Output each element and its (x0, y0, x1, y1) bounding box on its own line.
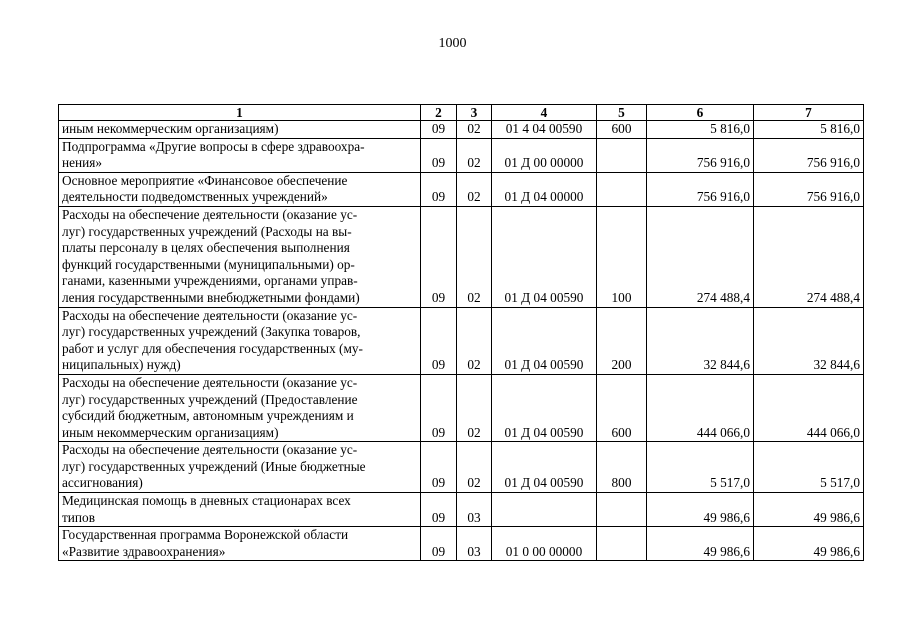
item-name-line: работ и услуг для обеспечения государственных (му- (62, 340, 363, 356)
amount-cell-6: 32 844,6 (647, 307, 754, 374)
target-article-cell: 01 Д 04 00590 (492, 442, 597, 493)
item-name-line: субсидий бюджетным, автономным учреждениям и (62, 408, 354, 424)
expense-type-cell (597, 172, 647, 206)
subsection-code-cell: 02 (457, 374, 492, 441)
section-code-cell: 09 (421, 121, 457, 139)
section-code-cell: 09 (421, 206, 457, 307)
item-name-line: иным некоммерческим организациям) (62, 424, 279, 440)
column-header: 6 (647, 105, 754, 121)
page-number: 1000 (438, 36, 467, 51)
expense-type-cell: 100 (597, 206, 647, 307)
item-name-line: Расходы на обеспечение деятельности (оказание ус- (62, 374, 358, 390)
item-name-cell (59, 172, 421, 206)
subsection-code-cell: 02 (457, 138, 492, 172)
column-header: 4 (492, 105, 597, 121)
item-name-line: иным некоммерческим организациям) (62, 121, 279, 136)
expense-type-cell: 200 (597, 307, 647, 374)
amount-cell-6: 5 517,0 (647, 442, 754, 493)
item-name-line: луг) государственных учреждений (Расходы на вы- (62, 223, 352, 239)
table-row (59, 121, 864, 139)
expense-type-cell (597, 138, 647, 172)
target-article-cell: 01 Д 04 00000 (492, 172, 597, 206)
section-code-cell: 09 (421, 374, 457, 441)
section-code-cell: 09 (421, 527, 457, 561)
item-name-cell (59, 527, 421, 561)
item-name-line: Расходы на обеспечение деятельности (оказание ус- (62, 307, 358, 323)
amount-cell-7: 32 844,6 (754, 307, 864, 374)
table-row (59, 138, 864, 172)
section-code-cell: 09 (421, 442, 457, 493)
subsection-code-cell: 03 (457, 527, 492, 561)
section-code-cell: 09 (421, 172, 457, 206)
subsection-code-cell: 03 (457, 493, 492, 527)
expense-type-cell: 600 (597, 121, 647, 139)
item-name-line: функций государственными (муниципальными) ор- (62, 256, 355, 272)
budget-table (58, 104, 864, 561)
table-row (59, 172, 864, 206)
item-name-line: луг) государственных учреждений (Иные бюджетные (62, 458, 366, 474)
target-article-cell: 01 Д 04 00590 (492, 206, 597, 307)
item-name-line: луг) государственных учреждений (Закупка товаров, (62, 324, 361, 340)
section-code-cell: 09 (421, 138, 457, 172)
column-header: 3 (457, 105, 492, 121)
section-code-cell: 09 (421, 493, 457, 527)
table-row (59, 206, 864, 307)
target-article-cell: 01 Д 04 00590 (492, 307, 597, 374)
item-name-line: Расходы на обеспечение деятельности (оказание ус- (62, 206, 358, 222)
amount-cell-7: 5 816,0 (754, 121, 864, 139)
amount-cell-7: 5 517,0 (754, 442, 864, 493)
amount-cell-6: 444 066,0 (647, 374, 754, 441)
table-row (59, 307, 864, 374)
column-header: 2 (421, 105, 457, 121)
item-name-line: ниципальных) нужд) (62, 357, 181, 373)
amount-cell-7: 49 986,6 (754, 527, 864, 561)
target-article-cell: 01 Д 00 00000 (492, 138, 597, 172)
item-name-cell (59, 493, 421, 527)
item-name-cell (59, 121, 421, 139)
item-name-cell (59, 206, 421, 307)
target-article-cell: 01 Д 04 00590 (492, 374, 597, 441)
item-name-line: нения» (62, 155, 103, 171)
subsection-code-cell: 02 (457, 172, 492, 206)
subsection-code-cell: 02 (457, 307, 492, 374)
expense-type-cell (597, 527, 647, 561)
target-article-cell: 01 4 04 00590 (492, 121, 597, 139)
item-name-line: ганами, казенными учреждениями, органами управ- (62, 273, 358, 289)
subsection-code-cell: 02 (457, 206, 492, 307)
item-name-cell (59, 307, 421, 374)
column-header: 1 (59, 105, 421, 121)
item-name-line: платы персоналу в целях обеспечения выполнения (62, 240, 350, 256)
amount-cell-6: 274 488,4 (647, 206, 754, 307)
item-name-line: луг) государственных учреждений (Предоставление (62, 391, 358, 407)
amount-cell-7: 756 916,0 (754, 172, 864, 206)
table-body (59, 121, 864, 561)
amount-cell-6: 5 816,0 (647, 121, 754, 139)
amount-cell-7: 756 916,0 (754, 138, 864, 172)
column-header: 7 (754, 105, 864, 121)
table-row (59, 527, 864, 561)
amount-cell-6: 49 986,6 (647, 527, 754, 561)
subsection-code-cell: 02 (457, 121, 492, 139)
table-row (59, 442, 864, 493)
amount-cell-6: 756 916,0 (647, 172, 754, 206)
amount-cell-7: 274 488,4 (754, 206, 864, 307)
table-row (59, 374, 864, 441)
item-name-line: Медицинская помощь в дневных стационарах всех (62, 493, 351, 509)
header-row (59, 105, 864, 121)
amount-cell-6: 756 916,0 (647, 138, 754, 172)
item-name-line: ления государственными внебюджетными фондами) (62, 289, 360, 305)
item-name-line: Основное мероприятие «Финансовое обеспечение (62, 172, 348, 188)
table-row (59, 493, 864, 527)
amount-cell-7: 49 986,6 (754, 493, 864, 527)
item-name-line: Государственная программа Воронежской области (62, 527, 349, 543)
amount-cell-6: 49 986,6 (647, 493, 754, 527)
item-name-line: типов (62, 509, 95, 525)
target-article-cell: 01 0 00 00000 (492, 527, 597, 561)
item-name-line: деятельности подведомственных учреждений» (62, 189, 328, 205)
item-name-cell (59, 442, 421, 493)
item-name-line: Расходы на обеспечение деятельности (оказание ус- (62, 442, 358, 458)
item-name-line: «Развитие здравоохранения» (62, 543, 226, 559)
target-article-cell (492, 493, 597, 527)
amount-cell-7: 444 066,0 (754, 374, 864, 441)
item-name-line: Подпрограмма «Другие вопросы в сфере здравоохра- (62, 138, 365, 154)
item-name-line: ассигнования) (62, 475, 143, 491)
subsection-code-cell: 02 (457, 442, 492, 493)
item-name-cell (59, 374, 421, 441)
expense-type-cell: 600 (597, 374, 647, 441)
item-name-cell (59, 138, 421, 172)
expense-type-cell: 800 (597, 442, 647, 493)
column-header: 5 (597, 105, 647, 121)
section-code-cell: 09 (421, 307, 457, 374)
expense-type-cell (597, 493, 647, 527)
